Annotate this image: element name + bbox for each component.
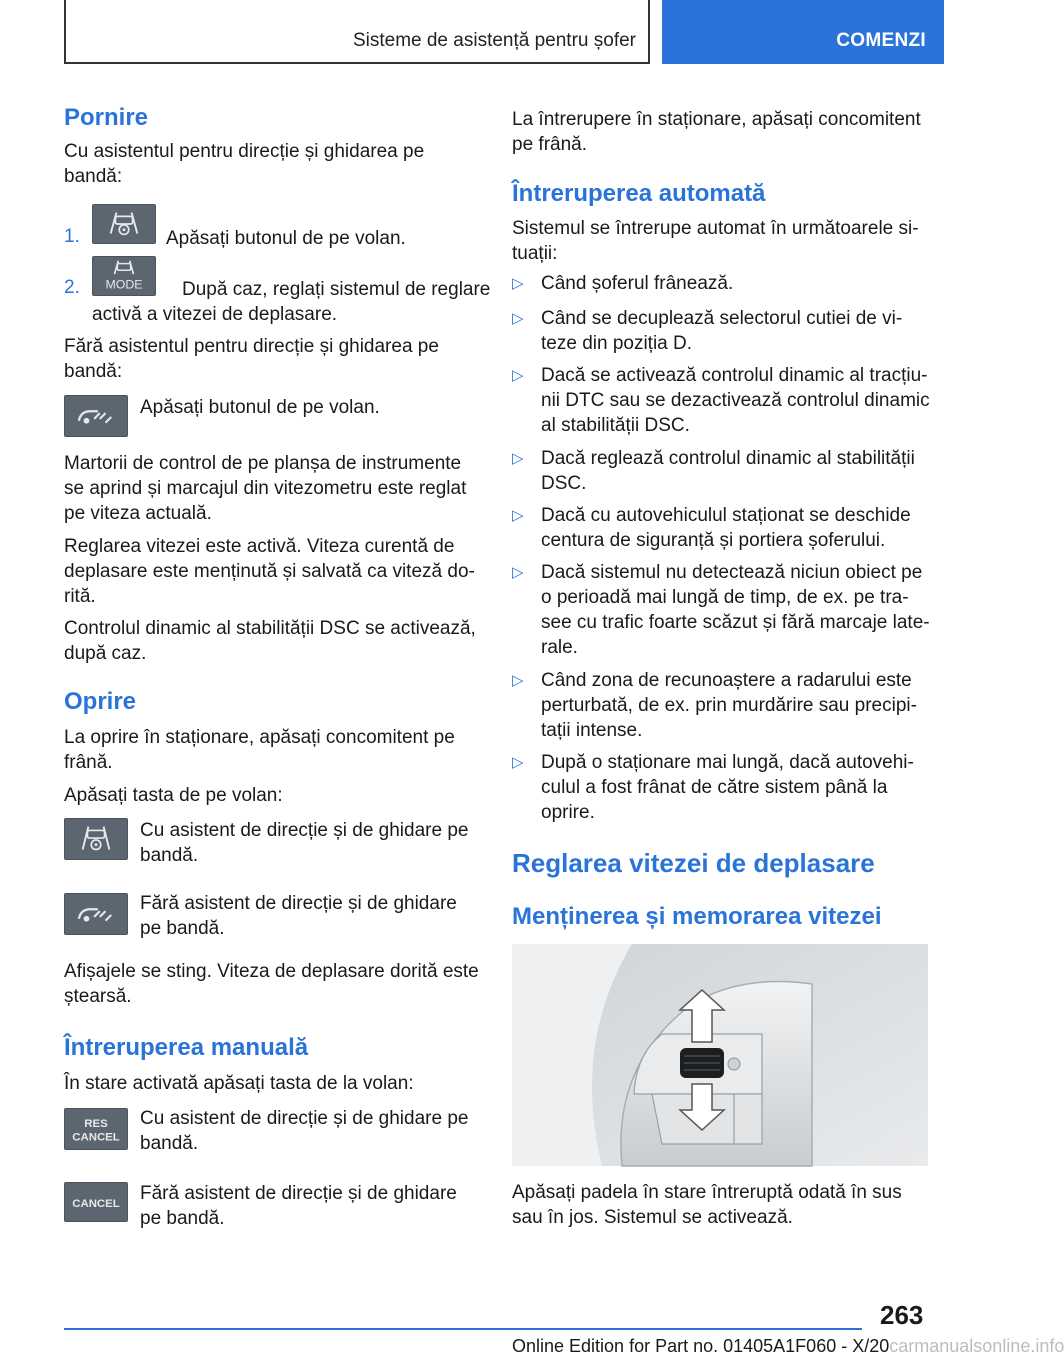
cancel-button-icon xyxy=(64,1182,128,1222)
mode-label: MODE xyxy=(105,277,143,292)
triangle-right-icon: ▷ xyxy=(512,275,524,292)
mode-button-icon xyxy=(92,256,156,296)
dsc-line2: după caz. xyxy=(64,643,147,664)
pornire-heading: Pornire xyxy=(64,104,149,131)
manuala-heading: Întreruperea manuală xyxy=(64,1034,309,1061)
pornire-intro-line2: bandă: xyxy=(64,166,123,187)
automata-line1: Sistemul se întrerupe automat în următoarele si- xyxy=(512,218,919,239)
fara-line1: Fără asistentul pentru direcție și ghidarea pe xyxy=(64,336,439,357)
reglarea-heading: Reglarea vitezei de deplasare xyxy=(512,848,875,878)
caption-line1: Apăsați padela în stare întreruptă odată în sus xyxy=(512,1182,902,1203)
bullet-item-line: DSC. xyxy=(541,473,587,494)
automata-heading: Întreruperea automată xyxy=(512,180,766,207)
triangle-right-icon: ▷ xyxy=(512,754,524,771)
afisajele-line2: ștearsă. xyxy=(64,986,132,1007)
triangle-right-icon: ▷ xyxy=(512,310,524,327)
cancel-label: CANCEL xyxy=(72,1197,120,1210)
cruise-control-icon xyxy=(64,395,128,437)
bullet-item-line: centura de siguranță și portiera șoferului. xyxy=(541,530,886,551)
triangle-right-icon: ▷ xyxy=(512,507,524,524)
bullet-item-line: Când șoferul frânează. xyxy=(541,273,734,294)
bullet-item-line: Când se decuplează selectorul cutiei de vi- xyxy=(541,308,903,329)
res-label: RES xyxy=(84,1118,108,1131)
bullet-item-line: tații intense. xyxy=(541,720,643,741)
footer-divider xyxy=(64,1328,862,1330)
m-fara-line2: pe bandă. xyxy=(140,1208,225,1229)
bullet-item-line: culul a fost frânat de către sistem până la xyxy=(541,777,888,798)
bullet-item-line: Dacă se activează controlul dinamic al tracțiu- xyxy=(541,365,928,386)
bullet-item-line: Dacă reglează controlul dinamic al stabilității xyxy=(541,448,915,469)
m-cu-line2: bandă. xyxy=(140,1133,199,1154)
footer-edition xyxy=(512,1336,1064,1357)
bullet-item-line: al stabilității DSC. xyxy=(541,415,690,436)
step1-text: Apăsați butonul de pe volan. xyxy=(166,228,406,249)
intrerupere-line1: La întrerupere în staționare, apăsați concomitent xyxy=(512,109,921,130)
fara-asist-line2: pe bandă. xyxy=(140,918,225,939)
bullet-item-line: teze din poziția D. xyxy=(541,333,693,354)
triangle-right-icon: ▷ xyxy=(512,367,524,384)
triangle-right-icon: ▷ xyxy=(512,450,524,467)
bullet-item-line: rale. xyxy=(541,637,578,658)
step2-text-line1: După caz, reglați sistemul de reglare xyxy=(182,279,491,300)
bullet-item-line: Dacă sistemul nu detectează niciun obiect pe xyxy=(541,562,923,583)
step2-text-line2: activă a vitezei de deplasare. xyxy=(92,304,338,325)
triangle-right-icon: ▷ xyxy=(512,672,524,689)
lane-assist-icon xyxy=(92,204,156,244)
chapter-label: COMENZI xyxy=(836,30,926,51)
bullet-item-line: Dacă cu autovehiculul staționat se deschide xyxy=(541,505,911,526)
oprire-line1: La oprire în staționare, apăsați concomitent pe xyxy=(64,727,455,748)
intrerupere-line2: pe frână. xyxy=(512,134,587,155)
dsc-line1: Controlul dinamic al stabilității DSC se activează, xyxy=(64,618,476,639)
bullet-item-line: perturbată, de ex. prin murdărire sau precipi- xyxy=(541,695,917,716)
afisajele-line1: Afișajele se sting. Viteza de deplasare dorită este xyxy=(64,961,479,982)
edition-text: Online Edition for Part no. 01405A1F060 - X/20 xyxy=(512,1336,890,1356)
step-number: 1. xyxy=(64,226,80,247)
manuala-intro: În stare activată apăsați tasta de la volan: xyxy=(64,1073,414,1094)
caption-line2: sau în jos. Sistemul se activează. xyxy=(512,1207,793,1228)
cu-asist-line2: bandă. xyxy=(140,845,199,866)
bullet-item-line: see cu trafic foarte scăzut și fără marcaje late- xyxy=(541,612,930,633)
martorii-line1: Martorii de control de pe planșa de instrumente xyxy=(64,453,462,474)
chapter-tab[interactable] xyxy=(662,0,944,64)
bullet-item-line: oprire. xyxy=(541,802,595,823)
m-cu-line1: Cu asistent de direcție și de ghidare pe xyxy=(140,1108,469,1129)
page-number: 263 xyxy=(880,1300,924,1330)
mentinerea-heading: Menținerea și memorarea vitezei xyxy=(512,903,882,930)
lane-assist-icon xyxy=(64,818,128,860)
bullet-item-line: După o staționare mai lungă, dacă autovehi- xyxy=(541,752,914,773)
cancel-label: CANCEL xyxy=(72,1131,120,1144)
martorii-line3: pe viteza actuală. xyxy=(64,503,212,524)
steering-wheel-photo xyxy=(512,944,928,1166)
header-section-box xyxy=(64,0,650,64)
bullet-item-line: o perioadă mai lungă de timp, de ex. pe tra- xyxy=(541,587,909,608)
oprire-heading: Oprire xyxy=(64,688,137,715)
automata-line2: tuații: xyxy=(512,243,558,264)
fara-asist-line1: Fără asistent de direcție și de ghidare xyxy=(140,893,457,914)
oprire-line2: frână. xyxy=(64,752,113,773)
fara-line2: bandă: xyxy=(64,361,123,382)
cu-asist-line1: Cu asistent de direcție și de ghidare pe xyxy=(140,820,469,841)
triangle-right-icon: ▷ xyxy=(512,564,524,581)
reglarea-line2: deplasare este menținută și salvată ca viteză do- xyxy=(64,561,475,582)
pornire-intro-line1: Cu asistentul pentru direcție și ghidarea pe xyxy=(64,141,425,162)
reglarea-line3: rită. xyxy=(64,586,96,607)
step-number: 2. xyxy=(64,277,80,298)
reglarea-line1: Reglarea vitezei este activă. Viteza curentă de xyxy=(64,536,455,557)
cruise-control-icon xyxy=(64,893,128,935)
m-fara-line1: Fără asistent de direcție și de ghidare xyxy=(140,1183,457,1204)
fara-text: Apăsați butonul de pe volan. xyxy=(140,397,380,418)
martorii-line2: se aprind și marcajul din vitezometru este reglat xyxy=(64,478,467,499)
res-cancel-button-icon xyxy=(64,1108,128,1150)
bullet-item-line: nii DTC sau se dezactivează controlul dinamic xyxy=(541,390,930,411)
bullet-item-line: Când zona de recunoaștere a radarului este xyxy=(541,670,912,691)
apasati-tasta: Apăsați tasta de pe volan: xyxy=(64,785,283,806)
section-title: Sisteme de asistență pentru șofer xyxy=(352,30,636,51)
watermark-text: carmanualsonline.info xyxy=(889,1336,1064,1356)
